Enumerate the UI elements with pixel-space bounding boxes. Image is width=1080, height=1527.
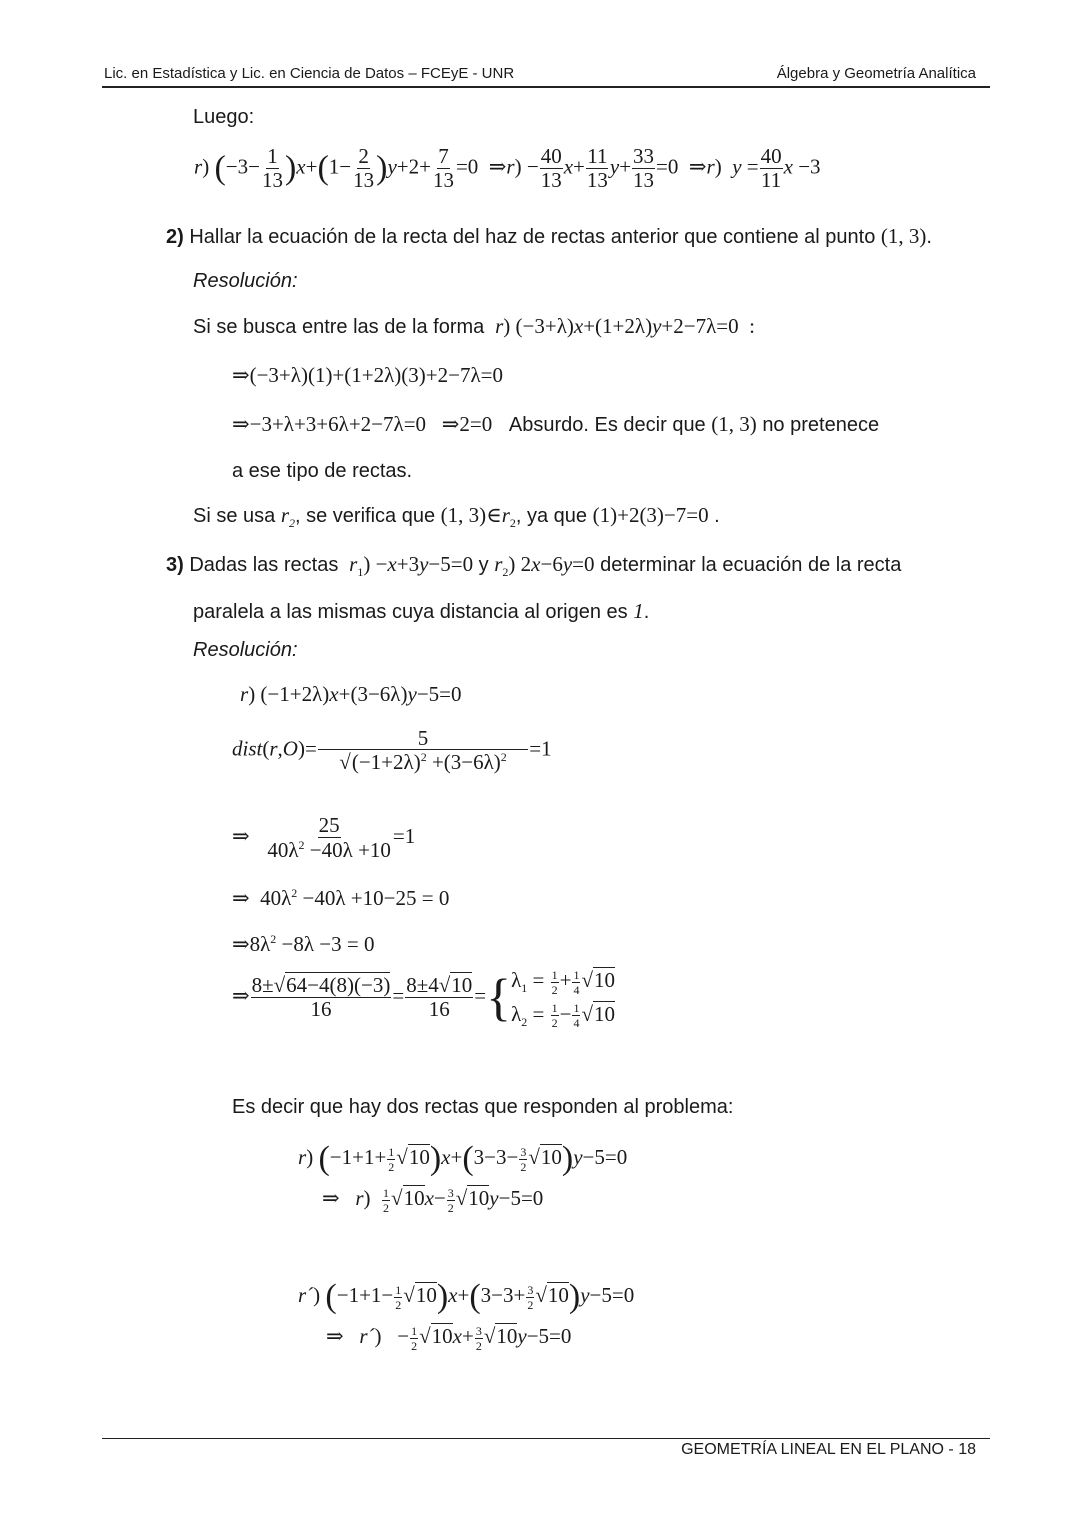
si-se-busca-text: Si se busca entre las de la forma: [193, 316, 485, 338]
item2-text: Hallar la ecuación de la recta del haz de rectas anterior que contiene al punto: [189, 226, 876, 248]
equation-step-simplified: $\Rightarrow 8\lambda^2 -8\lambda -3 = 0$: [232, 932, 375, 956]
equation-r-final: ⇒ r) $\frac{1}{2}$ √10x− $\frac{3}{2}$ √10y−5=0: [322, 1185, 544, 1215]
equation-r-prime-first: r´) (−1+1− $\frac{1}{2}$ √10)x+(3−3+ $\frac{3}{2}$ √10)y−5=0: [298, 1278, 635, 1315]
no-pertenece-text: no pretenece: [762, 414, 880, 436]
equation-family: r) (−1+2λ)x+(3−6λ)y−5=0: [240, 682, 462, 706]
es-decir-text: Es decir que hay dos rectas que responden al problema:: [232, 1096, 734, 1118]
header-left: Lic. en Estadística y Lic. en Ciencia de Datos – FCEyE - UNR: [104, 65, 515, 82]
si-se-usa-line: Si se usa $r_2$, se verifica que (1, $3)\in r_2$, ya que (1)+2(3)−7=0 .: [193, 503, 720, 531]
header-right: Álgebra y Geometría Analítica: [776, 65, 976, 82]
equation-r-first: r) (−1+1+ $\frac{1}{2}$ √10)x+(3−3− $\frac{3}{2}$ √10)y−5=0: [298, 1140, 628, 1177]
se-verifica-text: , se verifica que: [295, 505, 436, 527]
equation-substitution: ⇒(−3+λ)(1)+(1+2λ)(3)+2−7λ=0: [232, 363, 503, 387]
absurdo-line: ⇒−3+λ+3+6λ+2−7λ=0 ⇒2=0 Absurdo. Es decir que (1, 3) no pretenece: [232, 412, 880, 436]
equation-roots: ⇒ $\frac{8\pm√64-4(8)(-3)}{16}$ = $\frac{8\pm 4√10}{16}$ ={ $\lambda_1$ = $\frac{1}{2}$ + $\frac{1}{4}$ √10 $\lambda_2$ = $\frac{1}{2}$ − $\frac{1}{4}$ √10: [232, 967, 615, 1031]
item2-number: 2): [166, 226, 184, 248]
equation-distance: dist(r,O)= $\frac{5}{√(-1+2\lambda)^2 +(3-6\lambda)^2}$ =1: [232, 726, 552, 774]
item3-number: 3): [166, 554, 184, 576]
item3-text-c: paralela a las mismas cuya distancia al origen es: [193, 601, 628, 623]
a-ese-tipo-text: a ese tipo de rectas.: [232, 460, 413, 482]
footer-rule: [102, 1438, 990, 1439]
header-rule: [102, 86, 990, 88]
item3-text-b: determinar la ecuación de la recta: [600, 554, 902, 576]
equation-step-25: ⇒ $\frac{25}{40\lambda^2 -40\lambda +10}$ =1: [232, 813, 416, 862]
absurdo-text: Absurdo. Es decir que: [508, 414, 706, 436]
item3-text-y: y: [478, 554, 489, 576]
resolucion-label-2: Resolución:: [193, 639, 298, 661]
si-se-usa-text: Si se usa: [193, 505, 276, 527]
ya-que-text: , ya que: [515, 505, 588, 527]
item3-text-a: Dadas las rectas: [189, 554, 339, 576]
equation-step-quadratic: ⇒ $40\lambda^2 -40\lambda +10-25 = 0$: [232, 886, 450, 910]
footer-page-label: GEOMETRÍA LINEAL EN EL PLANO - 18: [681, 1441, 976, 1458]
item3-statement: 3) Dadas las rectas $r_1) -x+3y-5=0$ y $r_2$) 2x−6y=0 determinar la ecuación de la recta: [166, 552, 902, 580]
luego-label: Luego:: [193, 106, 255, 128]
equation-r-prime-final: ⇒ r´) − $\frac{1}{2}$ √10x+ $\frac{3}{2}$ √10y−5=0: [326, 1323, 572, 1353]
equation-r-luego: r) (−3− $\frac{1}{13}$ )x+(1− $\frac{2}{13}$ )y+2+ $\frac{7}{13}$ =0 ⇒r) − $\frac{40}{13}$ x+ $\frac{11}{13}$ y+ $\frac{33}{13}$ =0 ⇒r) y = $\frac{40}{11}$ x −3: [194, 144, 821, 192]
item3-line2: paralela a las mismas cuya distancia al origen es 1.: [193, 599, 650, 623]
resolucion-label-1: Resolución:: [193, 270, 298, 292]
si-se-busca-line: Si se busca entre las de la forma r) (−3+λ)x+(1+2λ)y+2−7λ=0 :: [193, 314, 755, 338]
item3-distance-value: 1: [633, 599, 644, 623]
item2-statement: 2) Hallar la ecuación de la recta del haz de rectas anterior que contiene al punto (1, 3).: [166, 224, 932, 248]
